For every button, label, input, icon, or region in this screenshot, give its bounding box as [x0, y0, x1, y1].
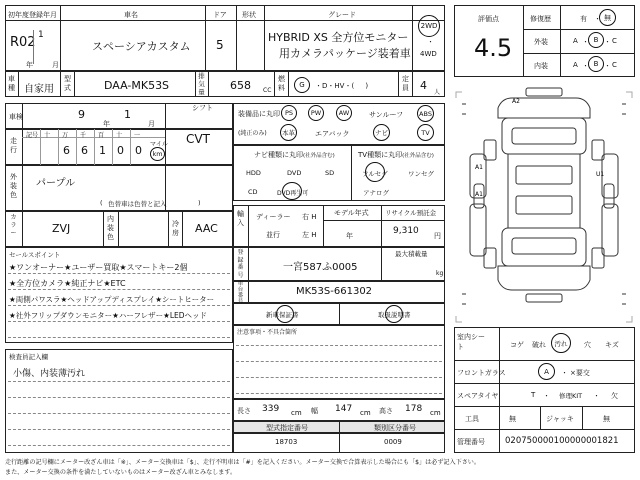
drive-2wd: 2WD: [420, 22, 438, 30]
selling-point-4: ★社外フリップダウンモニター★ハーフレザー★LEDヘッド: [9, 311, 208, 320]
color-code: ZVJ: [52, 222, 71, 235]
interior-selected: B: [593, 60, 599, 68]
equip-navi: ナビ: [373, 124, 390, 141]
navi-dvd-play: DVD再生可: [277, 190, 309, 197]
inspection-year-unit: 年: [103, 120, 110, 128]
inspector-text: 小傷、内装薄汚れ: [13, 369, 86, 379]
diagram-mark-a1-lower: A1: [475, 191, 483, 198]
mileage-header: 十: [44, 132, 51, 139]
windshield-label: フロントガラス: [457, 369, 506, 377]
notes-block: [233, 325, 445, 399]
fuel-g-circle: [294, 77, 310, 93]
mileage-digit: 1: [99, 144, 106, 157]
tv-label: TV種類に丸印(社外品含む): [358, 151, 434, 159]
equip-aw: AW: [336, 105, 352, 121]
footer-line-1: 走行距離の記号欄にメーター改ざん車は「※」、メーター交換車は「$」、走行不明車は「#」を記入ください。メーター交換で合算表示した場合にも「$」は必ず記入下さい。: [5, 459, 480, 466]
max-load-unit: kg: [436, 270, 444, 277]
capacity: 4: [420, 79, 427, 92]
height-label: 高さ: [379, 407, 393, 415]
drive-2wd-circle: [418, 15, 440, 37]
jack-label: ジャッキ: [546, 415, 574, 423]
designation: 18703: [275, 438, 298, 446]
inspector-label: 検査員記入欄: [9, 353, 48, 361]
repair-no-circle: [599, 9, 616, 26]
seat-option-ana: 穴: [584, 341, 591, 349]
diagram-mark-a1-upper: A1: [475, 164, 483, 171]
exterior-grade-c: C: [612, 37, 617, 45]
score-value: 4.5: [474, 34, 513, 62]
km-circle: [150, 147, 165, 161]
drive-4wd: 4WD: [420, 50, 437, 58]
ac: AAC: [195, 222, 218, 235]
interior-b-circle: [588, 56, 604, 72]
equip-airbag: エアバック: [315, 130, 350, 138]
designation-values: [233, 433, 445, 453]
windshield-a: A: [544, 367, 549, 376]
tools-value: 無: [509, 415, 516, 423]
exterior-dot-1: ・: [582, 38, 589, 46]
width: 147: [335, 404, 353, 414]
navi-hdd: HDD: [246, 169, 261, 177]
drive-dot: ・: [427, 38, 434, 46]
chassis-label: 車台番号: [237, 281, 244, 305]
interior-dot-1: ・: [582, 62, 589, 70]
mile-label: マイル: [150, 141, 168, 148]
exterior-grade-a: A: [573, 37, 578, 45]
equip-tv: TV: [417, 124, 434, 141]
selling-point-2: ★全方位カメラ★純正ナビ★ETC: [9, 279, 126, 288]
diagram-mark-u1: U1: [596, 171, 605, 178]
color-code-label: カラー: [10, 214, 17, 237]
grade-line1: HYBRID XS 全方位モニター: [268, 31, 409, 44]
seat-option-yabure: 破れ: [532, 341, 546, 349]
windshield-a-circle: [538, 363, 555, 380]
exterior-selected: B: [593, 36, 599, 44]
interior-dot-2: ・: [604, 62, 611, 70]
mileage-header: 万: [62, 132, 69, 139]
doors: 5: [216, 38, 224, 52]
repair-dot: ・: [594, 15, 601, 23]
navi-cd: CD: [248, 188, 258, 196]
capacity-unit: 人: [434, 89, 441, 96]
registration: 一宮587ふ0005: [283, 262, 358, 273]
model-label: 型式: [64, 75, 71, 92]
diagram-mark-a2: A2: [512, 98, 520, 105]
selling-point-3: ★両側パワスラ★ヘッドアップディスプレイ★シートヒーター: [9, 295, 215, 304]
manual-circle: [385, 305, 403, 323]
interior-label: 内装: [534, 62, 548, 70]
spare-kit: 修理KIT: [559, 392, 583, 400]
exterior-label: 外装: [534, 38, 548, 46]
interior-color-label: 内装色: [107, 215, 114, 241]
car-name-label: 車名: [124, 11, 138, 19]
equip-sunroof: サンルーフ: [369, 111, 404, 119]
grade-label: グレード: [328, 11, 356, 19]
inspection-month-unit: 月: [148, 120, 155, 128]
category: 0009: [384, 438, 402, 446]
car-name: スペーシアカスタム: [92, 40, 191, 53]
width-label: 幅: [311, 407, 318, 415]
tv-fullseg: フルセグ: [362, 170, 388, 178]
windshield-replace: ×要交: [570, 369, 590, 377]
first-reg-year: R02: [10, 35, 36, 50]
mileage-digit: 6: [63, 144, 70, 157]
model-year-label: モデル年式: [334, 209, 369, 217]
repair-selected: 無: [604, 13, 611, 22]
tv-analog: アナログ: [363, 189, 389, 197]
import-label: 輸入: [237, 210, 244, 227]
inspector-block: [5, 349, 233, 453]
equip-abs: ABS: [417, 105, 434, 122]
mgmt-value: 020750000100000001821: [505, 436, 619, 446]
tv-oneseg: ワンセグ: [408, 170, 434, 178]
navi-sd: SD: [325, 169, 335, 177]
color-label: 外装色: [10, 173, 17, 199]
equip-ps: PS: [281, 105, 297, 121]
month-unit: 月: [52, 61, 59, 69]
doors-label: ドア: [213, 11, 227, 19]
import-parallel: 並行: [266, 231, 280, 239]
tools-label: 工具: [465, 415, 479, 423]
seat-option-yogore-circle: [551, 333, 571, 353]
notes-label: 注意事項・不具合箇所: [237, 329, 298, 336]
mgmt-label: 管理番号: [457, 438, 485, 446]
navi-dvd: DVD: [287, 169, 302, 177]
recycle: 9,310: [393, 226, 419, 236]
seat-option-kizu: キズ: [605, 341, 619, 349]
shift-label: シフト: [192, 104, 213, 112]
selling-points-label: セールスポイント: [9, 251, 61, 259]
shift: CVT: [186, 132, 210, 146]
spare-dot-2: ・: [593, 392, 600, 400]
length-unit: cm: [291, 409, 302, 417]
first-reg-month: 1: [38, 30, 44, 40]
length-label: 長さ: [237, 407, 251, 415]
height-unit: cm: [430, 409, 441, 417]
import-right: 右 H: [302, 213, 317, 221]
windshield-dot: ・: [561, 369, 568, 377]
category-label: 類別区分番号: [374, 424, 416, 432]
displacement: 658: [230, 79, 251, 92]
footer-line-2: また、メーター交換の条件を満たしていないものはメーター改ざん車とみなします。: [5, 469, 237, 476]
capacity-label: 定員: [402, 75, 409, 92]
height: 178: [405, 404, 423, 414]
fuel-label: 燃料: [278, 75, 285, 92]
navi-label: ナビ種類に丸印(社外品含む): [254, 151, 335, 159]
repair-label: 修復歴: [530, 15, 551, 23]
owners-manual: 取扱説明書: [378, 311, 411, 319]
color-value: パープル: [36, 178, 76, 189]
exterior-dot-2: ・: [604, 38, 611, 46]
seat-option-koge: コゲ: [510, 341, 524, 349]
new-car-warranty: 新車保証書: [266, 311, 299, 319]
score-label: 評価点: [478, 15, 499, 23]
mileage-digit: 0: [135, 144, 142, 157]
max-load-label: 最大積載量: [395, 250, 428, 258]
repair-yes: 有: [580, 15, 587, 23]
color-note-mark: (: [100, 199, 103, 207]
spare-t: T: [531, 391, 536, 399]
mileage-label: 走行: [10, 137, 17, 154]
displacement-label: 排気量: [198, 72, 205, 96]
usage: 自家用: [24, 84, 54, 95]
mileage-header: 一: [134, 132, 141, 139]
first-reg-label: 初年度登録年月: [8, 11, 57, 19]
chassis: MK53S-661302: [296, 286, 373, 297]
mileage-header: 千: [80, 132, 87, 139]
model-year-unit: 年: [346, 232, 353, 240]
type-label: 車種: [8, 75, 15, 92]
warranty-circle: [276, 305, 294, 323]
import-dealer: ディーラー: [256, 213, 291, 221]
interior-grade-c: C: [612, 61, 617, 69]
exterior-b-circle: [588, 32, 604, 48]
model: DAA-MK53S: [104, 79, 170, 92]
ac-label: 冷房: [172, 220, 179, 237]
mileage-header: 十: [116, 132, 123, 139]
mileage-digit: 0: [117, 144, 124, 157]
jack-value: 無: [603, 415, 610, 423]
color-note-mark-close: ): [198, 199, 201, 207]
cc-unit: CC: [263, 87, 272, 94]
interior-seat-label: 室内シート: [457, 333, 485, 351]
color-note: 色替車は色替と記入: [108, 200, 167, 208]
registration-label: 登録番号: [237, 249, 244, 279]
spare-missing: 欠: [611, 392, 618, 400]
import-left: 左 H: [302, 231, 317, 239]
inspection-year: 9: [78, 108, 85, 121]
equip-leather: 本革: [280, 124, 297, 141]
car-damage-diagram: [454, 84, 634, 324]
fuel-options: ・D・HV・( ): [315, 82, 369, 90]
inspection-month: 1: [124, 108, 131, 121]
selling-point-1: ★ワンオーナー★ユーザー買取★スマートキー2個: [9, 263, 188, 272]
grade-line2: 用カメラパッケージ装着車: [279, 47, 411, 60]
equipment-label: 装備品に丸印: [238, 110, 280, 118]
recycle-yen: 円: [434, 232, 441, 240]
width-unit: cm: [360, 409, 371, 417]
interior-grade-a: A: [573, 61, 578, 69]
spare-dot-1: ・: [543, 392, 550, 400]
navi-dvd-play-circle: [282, 182, 302, 200]
body-type-label: 形状: [242, 11, 256, 19]
inspection-label: 車検: [9, 113, 23, 121]
equip-pw: PW: [308, 105, 324, 121]
length: 339: [262, 404, 280, 414]
fuel-selected: G: [299, 81, 305, 89]
mileage-digit: 6: [81, 144, 88, 157]
tv-fullseg-circle: [365, 162, 385, 182]
mileage-header: 記号: [26, 132, 39, 139]
year-unit: 年: [26, 61, 33, 69]
equipment-sublabel: (純正のみ): [238, 130, 267, 137]
designation-label: 型式指定番号: [266, 424, 308, 432]
mileage-header: 百: [98, 132, 105, 139]
spare-label: スペアタイヤ: [457, 392, 499, 400]
mileage-unit: km: [152, 150, 163, 158]
seat-option-yogore: 汚れ: [554, 339, 568, 348]
recycle-label: リサイクル預託金: [385, 209, 437, 217]
